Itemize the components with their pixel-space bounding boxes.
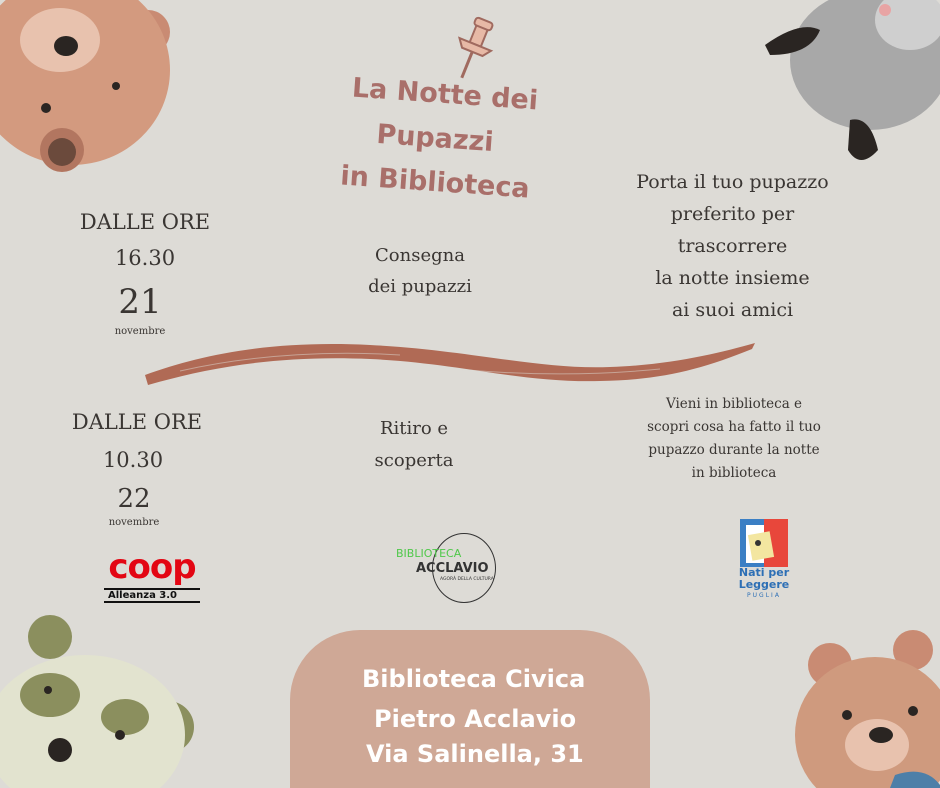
- note2-line: pupazzo durante la notte: [648, 442, 820, 458]
- day1-date: 21: [118, 282, 162, 322]
- bunny-illustration-top-right: [760, 0, 940, 180]
- npl-line2: Leggere: [738, 578, 790, 591]
- biblioteca-logo-top: BIBLIOTECA: [396, 547, 462, 560]
- address-line-1: Biblioteca Civica: [362, 665, 586, 693]
- note1-line: trascorrere: [677, 235, 788, 257]
- note1-line: Porta il tuo pupazzo: [636, 171, 829, 193]
- biblioteca-logo-name: ACCLAVIO: [416, 561, 489, 576]
- day2-label: DALLE ORE: [71, 410, 203, 434]
- day2-date: 22: [117, 484, 151, 514]
- title-line-3: in Biblioteca: [339, 160, 531, 205]
- brush-stroke-divider: [140, 325, 760, 395]
- nati-per-leggere-book-icon: [740, 519, 788, 567]
- coop-logo-sub: Alleanza 3.0: [104, 588, 200, 603]
- note2-line: Vieni in biblioteca e: [665, 396, 803, 412]
- note2-text: [620, 393, 848, 485]
- event1-line1: Consegna: [375, 245, 465, 266]
- biblioteca-logo-sub: AGORÀ DELLA CULTURA: [440, 577, 494, 582]
- bear-illustration-top-left: [0, 0, 180, 175]
- address-line-2: Pietro Acclavio: [374, 705, 577, 733]
- bear-illustration-bottom-right: [795, 625, 940, 788]
- npl-line1: Nati per: [738, 566, 790, 579]
- title-line-1: La Notte dei: [350, 72, 540, 117]
- coop-logo-name: coop: [108, 547, 196, 587]
- day1-month: novembre: [114, 326, 166, 337]
- note2-line: scopri cosa ha fatto il tuo: [647, 419, 821, 435]
- note1-line: preferito per: [670, 203, 795, 225]
- npl-line3: PUGLIA: [747, 592, 781, 599]
- nati-per-leggere-logo: [734, 519, 794, 601]
- day1-time: 16.30: [114, 246, 176, 270]
- day2-time: 10.30: [102, 448, 164, 472]
- day2-month: novembre: [108, 517, 160, 528]
- event1-line2: dei pupazzi: [368, 276, 472, 297]
- event2-line1: Ritiro e: [379, 418, 449, 439]
- note1-line: ai suoi amici: [671, 299, 794, 321]
- panda-illustration-bottom-left: [0, 615, 200, 788]
- biblioteca-acclavio-logo: [396, 533, 500, 605]
- title-line-2: Pupazzi: [375, 118, 495, 159]
- note2-line: in biblioteca: [691, 465, 777, 481]
- coop-logo: [104, 548, 200, 603]
- pushpin-icon: [448, 14, 498, 86]
- note1-line: la notte insieme: [655, 267, 810, 289]
- note1-text: [620, 166, 845, 326]
- day1-label: DALLE ORE: [79, 210, 211, 234]
- address-line-3: Via Salinella, 31: [366, 740, 584, 768]
- event2-line2: scoperta: [374, 450, 454, 471]
